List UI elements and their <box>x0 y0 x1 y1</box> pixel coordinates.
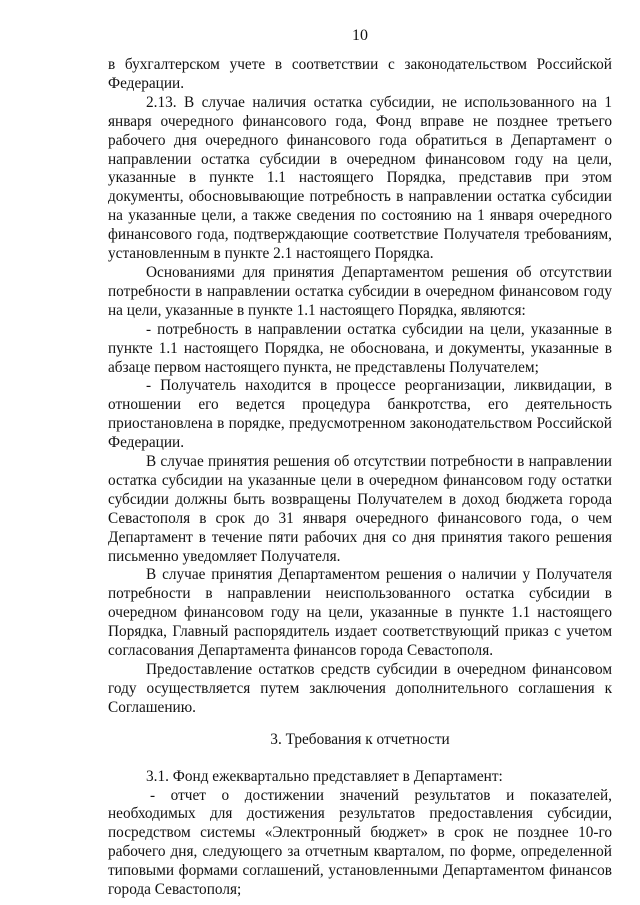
paragraph-need-confirmed: В случае принятия Департаментом решения о наличии у Получателя потребности в направлении неиспользованного остатка субсидии в очередном финансовом году на цели, указанные в пункте 1.1 настоящего Порядка, Главный распорядитель издает соответствующий приказ с учетом согласования Департамента финансов города Севастополя. <box>108 566 612 660</box>
paragraph-grounds: Основаниями для принятия Департаментом решения об отсутствии потребности в направлении остатка субсидии в очередном финансовом году на цели, указанные в пункте 1.1 настоящего Порядка, являются: <box>108 263 612 319</box>
paragraph-return-remainder: В случае принятия решения об отсутствии потребности в направлении остатка субсидии на указанные цели в очередном финансовом году остатки субсидии должны быть возвращены Получателем в доход бюджета города Севастополя в срок до 31 января очередного финансового года, о чем Департамент в течение пяти рабочих дня со дня принятия такого решения письменно уведомляет Получателя. <box>108 453 612 565</box>
section-heading-reporting: 3. Требования к отчетности <box>270 730 450 748</box>
page-number: 10 <box>352 27 368 44</box>
paragraph-ground-need-unjustified: - потребность в направлении остатка субсидии на цели, указанные в пункте 1.1 настоящего Порядка, не обоснована, и документы, указанные в абзаце первом настоящего пункта, не представлены Получателем; <box>108 320 612 376</box>
document-page <box>108 26 612 900</box>
paragraph-3-1: 3.1. Фонд ежеквартально представляет в Департамент: <box>146 767 503 785</box>
paragraph-2-13: 2.13. В случае наличия остатка субсидии, не использованного на 1 января очередного финансового года, Фонд вправе не позднее третьего рабочего дня очередного финансового года обратиться в Департамент о направлении остатка субсидии в очередном финансовом году на цели, указанные в пункте 1.1 настоящего Порядка, представив при этом документы, обосновывающие потребность в направлении остатка субсидии на указанные цели, а также сведения по состоянию на 1 января очередного финансового года, подтверждающие соответствие Получателя требованиям, установленным в пункте 2.1 настоящего Порядка. <box>108 93 612 263</box>
paragraph-ground-reorganization: - Получатель находится в процессе реорганизации, ликвидации, в отношении его ведется процедура банкротства, его деятельность приостановлена в порядке, предусмотренном законодательством Российской Федерации. <box>108 377 612 452</box>
paragraph-federation-end: в бухгалтерском учете в соответствии с законодательством Российской Федерации. <box>108 56 612 92</box>
paragraph-report-results: - отчет о достижении значений результатов и показателей, необходимых для достижения результатов предоставления субсидии, посредством системы «Электронный бюджет» в срок не позднее 10-го рабочего дня, следующего за отчетным кварталом, по форме, определенной типовыми формами соглашений, установленными Департаментом финансов города Севастополя; <box>108 786 612 899</box>
paragraph-additional-agreement: Предоставление остатков средств субсидии в очередном финансовом году осуществляется путем заключения дополнительного соглашения к Соглашению. <box>108 661 612 716</box>
document-body <box>108 56 612 900</box>
